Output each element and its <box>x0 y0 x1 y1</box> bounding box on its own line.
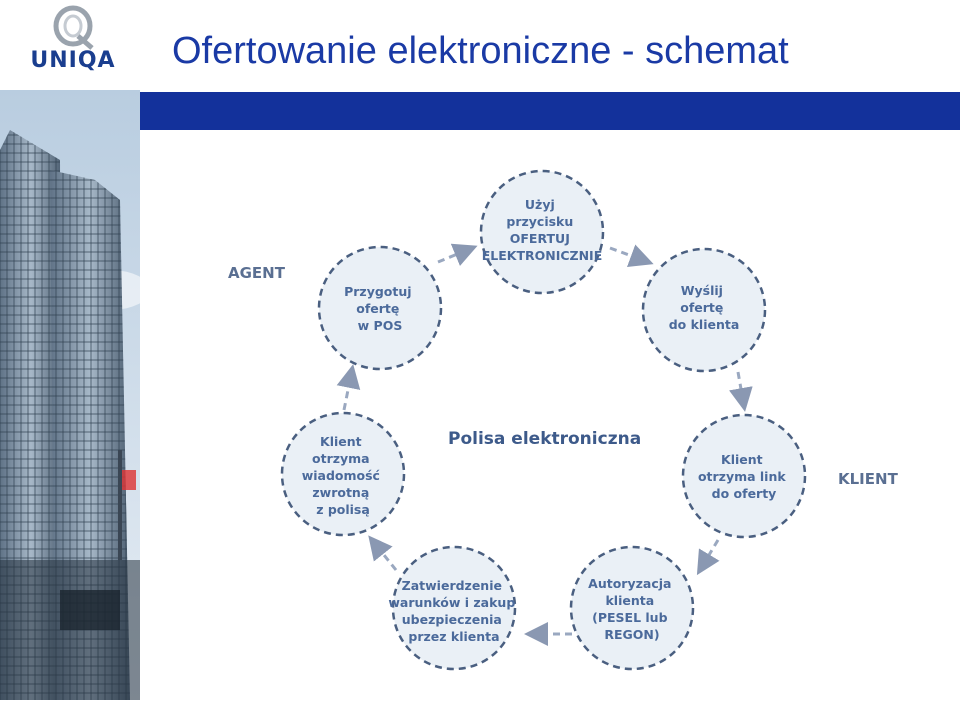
center-label: Polisa elektroniczna <box>448 429 642 449</box>
arrow-link-to-auth <box>700 540 718 570</box>
step-3-line-2: otrzyma link <box>697 469 786 484</box>
step-5-line-2: warunków i zakup <box>388 595 516 610</box>
logo-text: UNIQA <box>30 48 116 73</box>
arrow-send-to-link <box>738 372 744 406</box>
page-title: Ofertowanie elektroniczne - schemat <box>172 30 789 72</box>
step-4-line-2: klienta <box>605 593 655 608</box>
step-client-auth <box>571 547 693 669</box>
step-1-line-1: Użyj <box>524 197 555 212</box>
step-use-button <box>481 171 603 293</box>
step-prepare-offer <box>319 247 441 369</box>
step-5-line-1: Zatwierdzenie <box>401 578 502 593</box>
step-1-line-2: przycisku <box>506 214 574 229</box>
step-6-line-2: otrzyma <box>312 451 370 466</box>
arrow-use-to-send <box>610 248 648 262</box>
step-6-line-4: zwrotną <box>312 485 370 500</box>
step-1-line-3: OFERTUJ <box>509 231 570 246</box>
header-band <box>140 92 960 130</box>
building-photo <box>0 90 140 700</box>
step-1-line-4: ELEKTRONICZNIE <box>481 248 603 263</box>
arrow-receive-to-prepare <box>344 370 352 410</box>
step-6-line-3: wiadomość <box>301 468 380 483</box>
process-diagram <box>140 130 960 700</box>
step-send-offer <box>643 249 765 371</box>
step-5-line-4: przez klienta <box>408 629 500 644</box>
step-3-line-1: Klient <box>721 452 763 467</box>
step-6-line-5: z polisą <box>316 502 370 517</box>
step-2-line-1: Wyślij <box>680 283 723 298</box>
arrow-approve-to-receive <box>372 540 396 570</box>
client-label: KLIENT <box>838 470 898 488</box>
step-4-line-1: Autoryzacja <box>588 576 672 591</box>
step-5-line-3: ubezpieczenia <box>401 612 502 627</box>
step-3-line-3: do oferty <box>711 486 777 501</box>
uniqa-logo-mark-icon <box>18 4 128 50</box>
step-client-link <box>683 415 805 537</box>
step-2-line-2: ofertę <box>680 300 724 315</box>
agent-label: AGENT <box>228 264 285 282</box>
step-client-receives-policy <box>282 413 404 535</box>
step-4-line-3: (PESEL lub <box>592 610 668 625</box>
step-approve-purchase <box>388 547 519 669</box>
step-7-line-2: ofertę <box>356 301 400 316</box>
uniqa-logo <box>18 4 128 76</box>
step-7-line-1: Przygotuj <box>344 284 412 299</box>
step-2-line-3: do klienta <box>668 317 740 332</box>
arrow-prepare-to-use <box>438 248 472 262</box>
step-7-line-3: w POS <box>357 318 403 333</box>
step-4-line-4: REGON) <box>604 627 660 642</box>
diagram-canvas <box>140 130 960 700</box>
step-6-line-1: Klient <box>320 434 362 449</box>
